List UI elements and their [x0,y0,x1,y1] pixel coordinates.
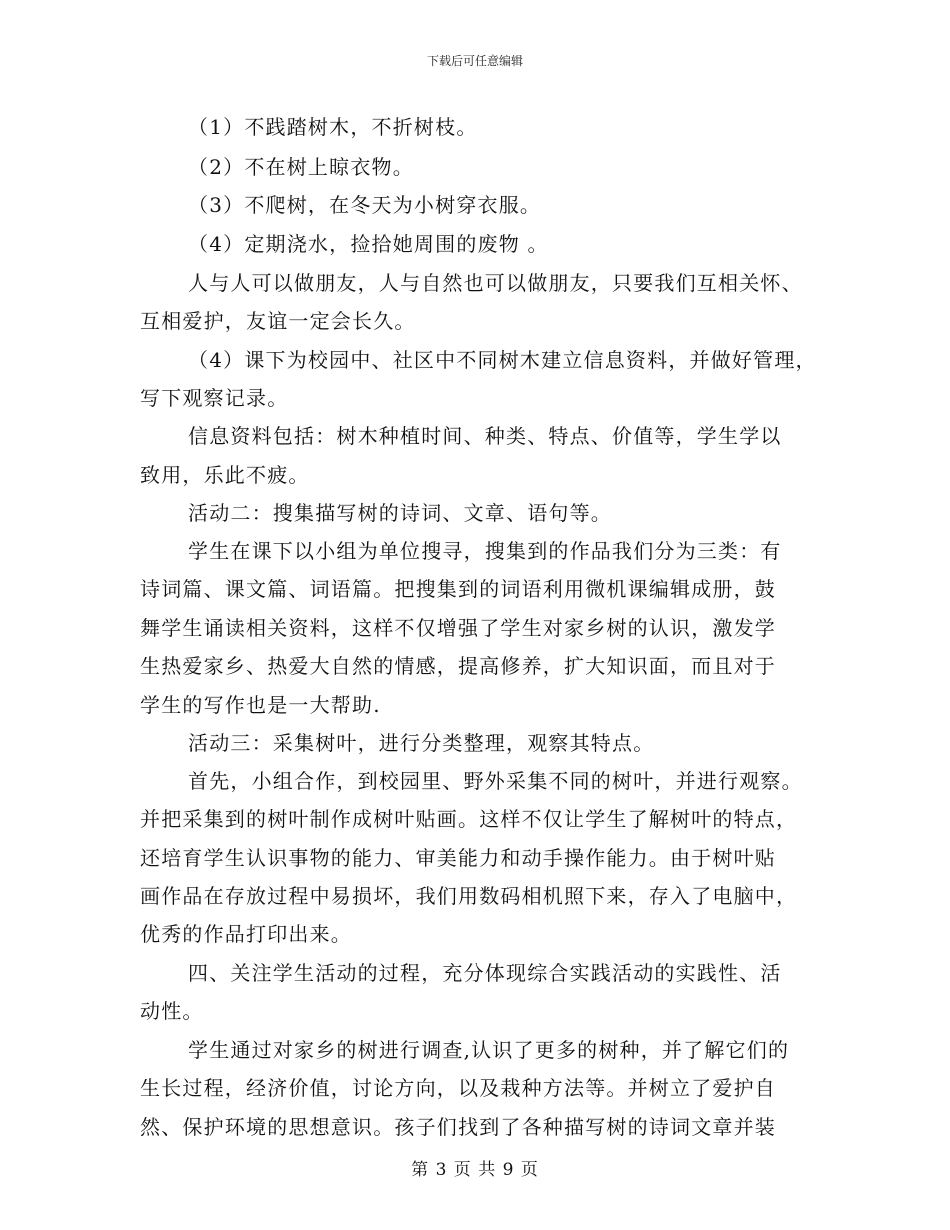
text-line: （4）课下为校园中、社区中不同树木建立信息资料，并做好管理， [188,348,817,372]
text-line: 舞学生诵读相关资料，这样不仅增强了学生对家乡树的认识，激发学 [140,616,776,640]
text-line: 写下观察记录。 [140,386,289,410]
text-line: 学生在课下以小组为单位搜寻，搜集到的作品我们分为三类：有 [188,539,782,563]
text-line: 学生通过对家乡的树进行调查,认识了更多的树种，并了解它们的 [188,1038,790,1062]
text-line: 学生的写作也是一大帮助. [140,693,381,717]
text-line: 诗词篇、课文篇、词语篇。把搜集到的词语利用微机课编辑成册，鼓 [140,577,776,601]
text-line: 首先，小组合作，到校园里、野外采集不同的树叶，并进行观察。 [188,769,803,793]
text-line: 人与人可以做朋友，人与自然也可以做朋友，只要我们互相关怀、 [188,271,803,295]
text-line: 画作品在存放过程中易损坏，我们用数码相机照下来，存入了电脑中， [140,884,798,908]
text-line: 致用，乐此不疲。 [140,463,310,487]
text-line: （3）不爬树，在冬天为小树穿衣服。 [188,193,542,217]
text-line: （2）不在树上晾衣物。 [188,155,414,179]
text-line: 然、保护环境的思想意识。孩子们找到了各种描写树的诗词文章并装 [140,1115,776,1139]
text-line: 优秀的作品打印出来。 [140,922,352,946]
text-line: 生长过程，经济价值，讨论方向，以及栽种方法等。并树立了爱护自 [140,1076,776,1100]
text-line: （1）不践踏树木，不折树枝。 [188,115,478,139]
page-footer: 第 3 页 共 9 页 [411,1160,539,1180]
text-line: 并把采集到的树叶制作成树叶贴画。这样不仅让学生了解树叶的特点， [140,807,798,831]
page-header: 下载后可任意编辑 [426,54,523,68]
text-line: 活动三：采集树叶，进行分类整理，观察其特点。 [188,731,655,755]
text-line: 活动二：搜集描写树的诗词、文章、语句等。 [188,501,612,525]
text-line: 四、关注学生活动的过程，充分体现综合实践活动的实践性、活 [188,961,782,985]
text-line: 信息资料包括：树木种植时间、种类、特点、价值等，学生学以 [188,424,782,448]
text-line: 还培育学生认识事物的能力、审美能力和动手操作能力。由于树叶贴 [140,846,776,870]
text-line: 生热爱家乡、热爱大自然的情感，提高修养，扩大知识面，而且对于 [140,654,776,678]
text-line: 互相爱护，友谊一定会长久。 [140,309,416,333]
text-line: （4）定期浇水，捡拾她周围的废物 。 [188,232,549,256]
text-line: 动性。 [140,999,204,1023]
